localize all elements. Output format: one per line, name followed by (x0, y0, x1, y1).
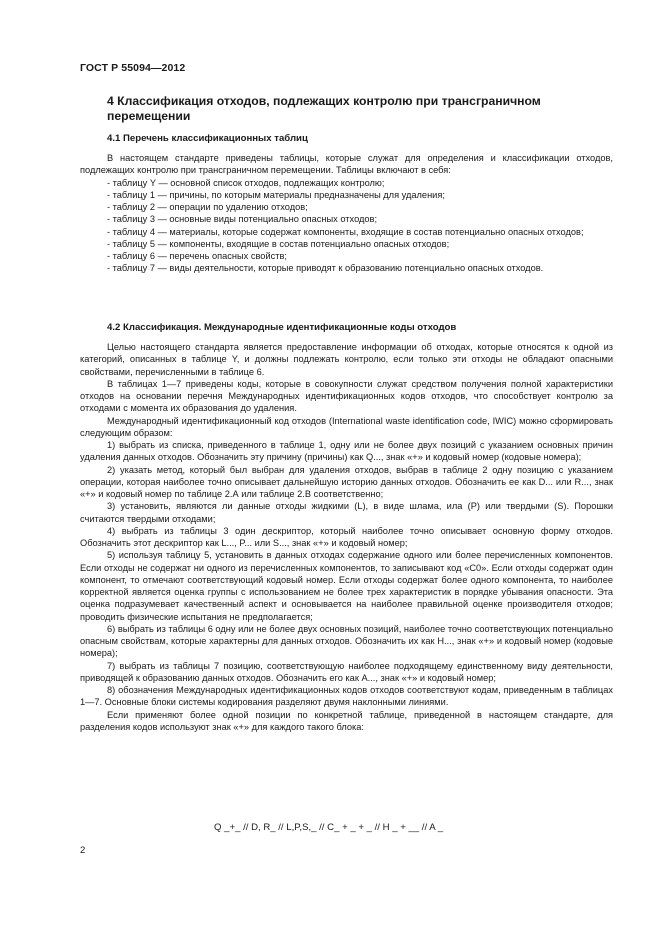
table-list-item: - таблицу 1 — причины, по которым материалы предназначены для удаления; (107, 189, 445, 200)
paragraph: Если применяют более одной позиции по конкретной таблице, приведенной в настоящем стандарте, для разделения кодов используют знак «+» для каждого такого блока: (80, 709, 613, 732)
table-list-item: - таблицу 4 — материалы, которые содержат компоненты, входящие в состав потенциально опасных отходов; (107, 226, 584, 237)
section-4-2-body (80, 341, 613, 733)
table-list-item: - таблицу 3 — основные виды потенциально опасных отходов; (107, 214, 378, 225)
page-number: 2 (80, 845, 86, 856)
table-list-item: - таблицу 7 — виды деятельности, которые приводят к образованию потенциально опасных отходов. (107, 263, 544, 274)
table-list-item: - таблицу 2 — операции по удалению отходов; (107, 202, 308, 212)
section-4-1-intro: В настоящем стандарте приведены таблицы, которые служат для определения и классификации отходов, подлежащих контролю при трансграничном перемещении. Таблицы включают в себя: (80, 153, 613, 176)
table-list-item: - таблицу 6 — перечень опасных свойств; (107, 251, 287, 261)
standard-header: ГОСТ Р 55094—2012 (80, 62, 186, 74)
step-item: 1) выбрать из списка, приведенного в таблице 1, одну или не более двух позиций с указанием основных причин удаления данных отходов. Обозначить эту причину (причины) как Q..., знак «+» и кодовый номер (кодовые номера); (80, 440, 613, 463)
section-4-1-heading: 4.1 Перечень классификационных таблиц (107, 133, 308, 144)
step-item: 2) указать метод, который был выбран для удаления отходов, выбрав в таблице 2 одну позицию с указанием операции, которая наиболее точно описывает дальнейшую историю данных отходов. Обозначить ее как D... или R..., знак «+» и кодовый номер по таблице 2.А или таблице 2.В соответственно; (80, 464, 613, 499)
paragraph: В таблицах 1—7 приведены коды, которые в совокупности служат средством получения полной характеристики отходов на основании перечня Международных идентификационных кодов отходов, что способствует контролю за отходами с момента их образования до удаления. (80, 378, 613, 414)
section-4-2-heading: 4.2 Классификация. Международные идентификационные коды отходов (107, 322, 457, 333)
step-item: 7) выбрать из таблицы 7 позицию, соответствующую наиболее подходящему единственному виду деятельности, приводящей к образованию данных отходов. Обозначить его как A..., знак «+» и кодовый номер; (80, 660, 613, 683)
table-list-item: - таблицу Y — основной список отходов, подлежащих контролю; (107, 177, 385, 188)
step-item: 4) выбрать из таблицы 3 один дескриптор, который наиболее точно описывает основную форму отходов. Обозначить этот дескриптор как L..., P... или S..., знак «+» и кодовый номер; (80, 525, 613, 548)
step-item: 6) выбрать из таблицы 6 одну или не более двух основных позиций, наиболее точно соответствующих потенциально опасным свойствам, которые характерны для данных отходов. Обозначить их как H..., знак «+» и кодовый номер (кодовые номера); (80, 623, 613, 659)
step-item: 3) установить, являются ли данные отходы жидкими (L), в виде шлама, ила (P) или твердыми (S). Порошки считаются твердыми отходами; (80, 501, 613, 524)
section-4-heading: 4 Классификация отходов, подлежащих контролю при трансграничном перемещении (107, 94, 541, 123)
paragraph: Международный идентификационный код отходов (International waste identification code, IWIC) можно сформировать следующим образом: (80, 415, 613, 438)
step-item: 5) используя таблицу 5, установить в данных отходах содержание одного или более перечисленных компонентов. Если отходы не содержат ни одного из перечисленных компонентов, то записывают код «C0». Если отходы содержат один компонент, то отмечают соответствующий кодовый номер. Если отходы содержат более одного компонента, то наиболее корректной является оценка группы с использованием не более трех характеристик в порядке убывания опасности. Эта оценка подразумевает качественный аспект и основывается на наиболее правильной оценке производителя отходов; проводить физические испытания не предполагается; (80, 550, 613, 622)
section-4-1-body (80, 152, 613, 275)
step-item: 8) обозначения Международных идентификационных кодов отходов соответствуют кодам, приведенным в таблицах 1—7. Основные блоки системы кодирования разделяют двумя наклонными линиями. (80, 685, 613, 708)
table-list-item: - таблицу 5 — компоненты, входящие в состав потенциально опасных отходов; (107, 238, 450, 249)
paragraph: Целью настоящего стандарта является предоставление информации об отходах, которые относятся к одной из категорий, описанных в таблице Y, и должны подлежать контролю, если только эти отходы не обладают опасными свойствами, перечисленными в таблице 6. (80, 342, 613, 377)
iwic-code-formula: Q _+_ // D, R_ // L,P,S,_ // C_ + _ + _ // H _ + __ // A _ (214, 822, 444, 833)
